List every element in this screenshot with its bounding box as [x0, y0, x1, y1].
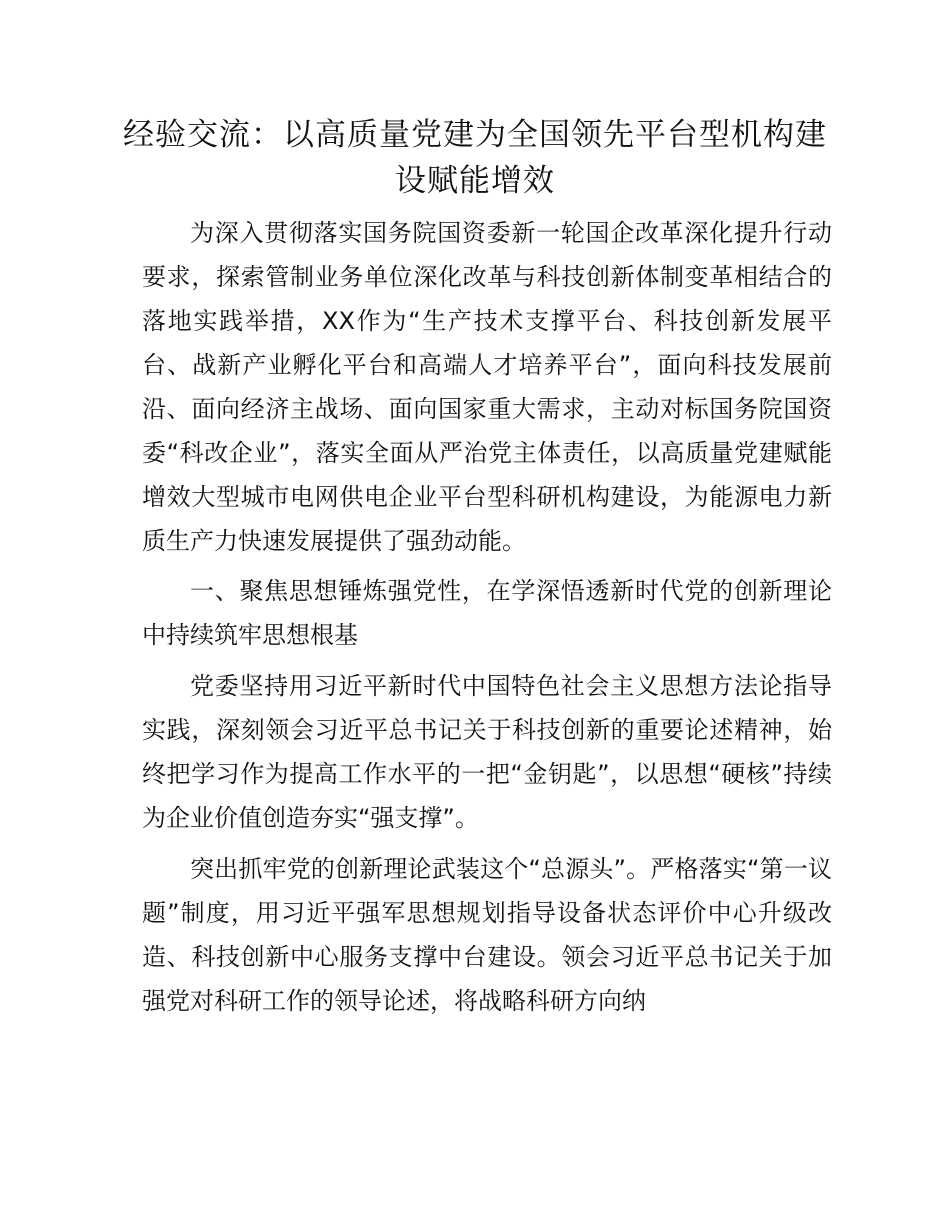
document-title: 经验交流：以高质量党建为全国领先平台型机构建设赋能增效: [123, 117, 827, 199]
section-heading-1: 一、聚焦思想锤炼强党性，在学深悟透新时代党的创新理论中持续筑牢思想根基: [142, 577, 832, 649]
section-1-paragraph-1: 党委坚持用习近平新时代中国特色社会主义思想方法论指导实践，深刻领会习近平总书记关于科技创新的重要论述精神，始终把学习作为提高工作水平的一把“金钥匙”，以思想“硬核”持续为企业价值创造夯实“强支撑”。: [142, 672, 832, 832]
intro-paragraph: 为深入贯彻落实国务院国资委新一轮国企改革深化提升行动要求，探索管制业务单位深化改革与科技创新体制变革相结合的落地实践举措，XX作为“生产技术支撑平台、科技创新发展平台、战新产业孵化平台和高端人才培养平台”，面向科技发展前沿、面向经济主战场、面向国家重大需求，主动对标国务院国资委“科改企业”，落实全面从严治党主体责任，以高质量党建赋能增效大型城市电网供电企业平台型科研机构建设，为能源电力新质生产力快速发展提供了强劲动能。: [142, 219, 832, 555]
section-1-paragraph-2: 突出抓牢党的创新理论武装这个“总源头”。严格落实“第一议题”制度，用习近平强军思想规划指导设备状态评价中心升级改造、科技创新中心服务支撑中台建设。领会习近平总书记关于加强党对科研工作的领导论述，将战略科研方向纳: [142, 855, 832, 1015]
